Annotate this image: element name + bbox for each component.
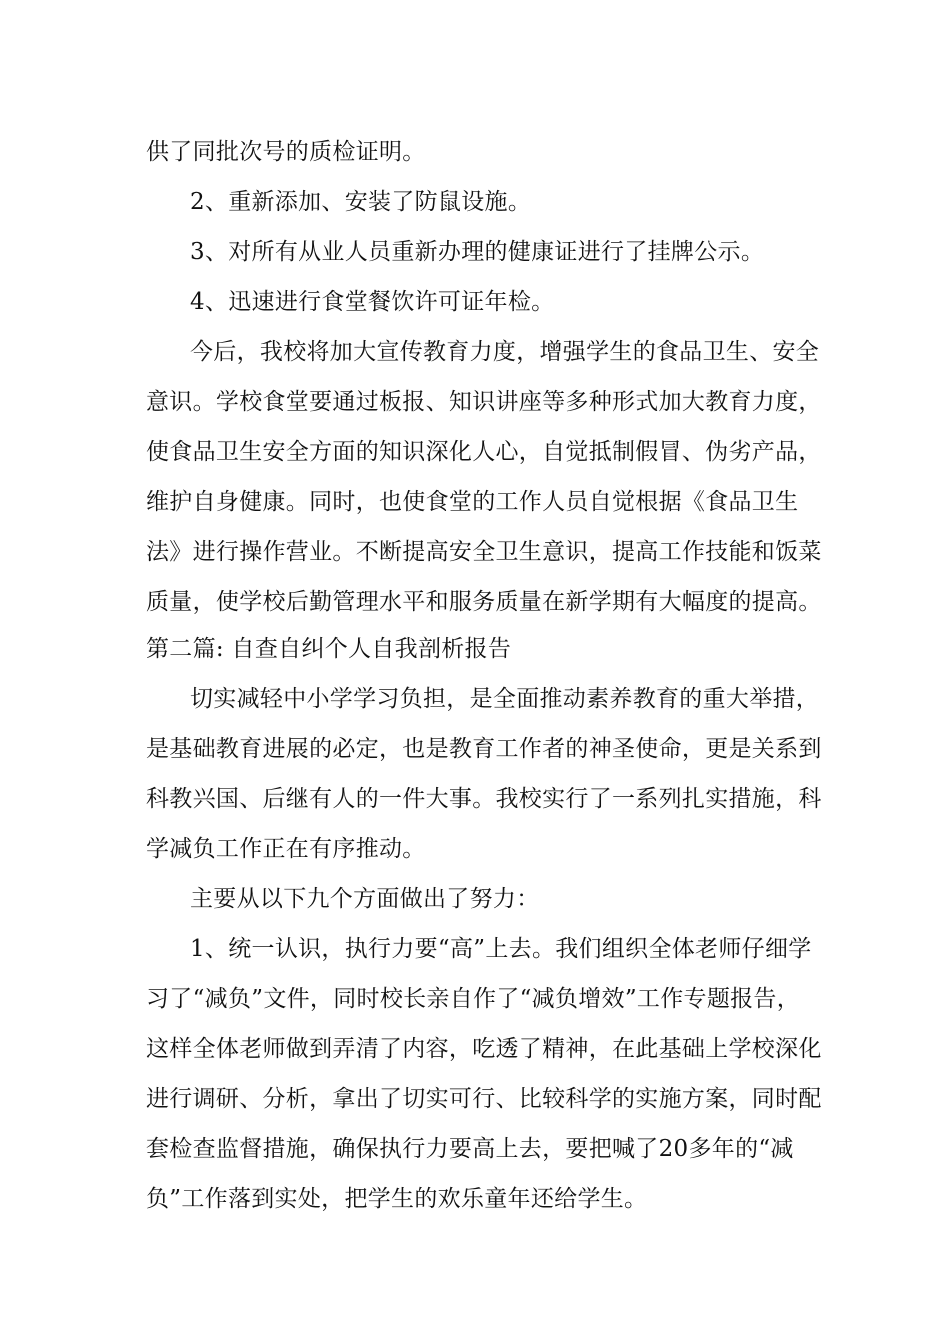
- paragraph-line-6: 质量，使学校后勤管理水平和服务质量在新学期有大幅度的提高。: [146, 589, 822, 615]
- paragraph-line-17: 负”工作落到实处，把学生的欢乐童年还给学生。: [146, 1186, 648, 1212]
- paragraph-line-7: 切实减轻中小学学习负担，是全面推动素养教育的重大举措，: [190, 686, 820, 712]
- paragraph-line-11: 主要从以下九个方面做出了努力：: [190, 886, 540, 912]
- paragraph-line-1: 今后，我校将加大宣传教育力度，增强学生的食品卫生、安全: [190, 339, 820, 365]
- paragraph-line-10: 学减负工作正在有序推动。: [146, 836, 426, 862]
- list-item-4: 4、迅速进行食堂餐饮许可证年检。: [190, 289, 555, 315]
- paragraph-line-13: 习了“减负”文件，同时校长亲自作了“减负增效”工作专题报告，: [146, 986, 801, 1012]
- paragraph-line-3: 使食品卫生安全方面的知识深化人心，自觉抵制假冒、伪劣产品，: [146, 439, 822, 465]
- paragraph-line-15: 进行调研、分析，拿出了切实可行、比较科学的实施方案，同时配: [146, 1086, 822, 1112]
- paragraph-line-9: 科教兴国、后继有人的一件大事。我校实行了一系列扎实措施，科: [146, 786, 822, 812]
- section-heading: 第二篇: 自查自纠个人自我剖析报告: [146, 636, 512, 662]
- paragraph-line-5: 法》进行操作营业。不断提高安全卫生意识，提高工作技能和饭菜: [146, 539, 822, 565]
- paragraph-line-14: 这样全体老师做到弄清了内容，吃透了精神，在此基础上学校深化: [146, 1036, 822, 1062]
- paragraph-line-8: 是基础教育进展的必定，也是教育工作者的神圣使命，更是关系到: [146, 736, 822, 762]
- paragraph-line-2: 意识。学校食堂要通过板报、知识讲座等多种形式加大教育力度，: [146, 389, 822, 415]
- list-item-2: 2、重新添加、安装了防鼠设施。: [190, 189, 532, 215]
- list-item-3: 3、对所有从业人员重新办理的健康证进行了挂牌公示。: [190, 239, 765, 265]
- paragraph-line-12: 1、统一认识，执行力要“高”上去。我们组织全体老师仔细学: [190, 936, 812, 962]
- text-line-1: 供了同批次号的质检证明。: [146, 139, 426, 165]
- paragraph-line-16: 套检查监督措施，确保执行力要高上去，要把喊了20多年的“减: [146, 1136, 794, 1162]
- paragraph-line-4: 维护自身健康。同时，也使食堂的工作人员自觉根据《食品卫生: [146, 489, 799, 515]
